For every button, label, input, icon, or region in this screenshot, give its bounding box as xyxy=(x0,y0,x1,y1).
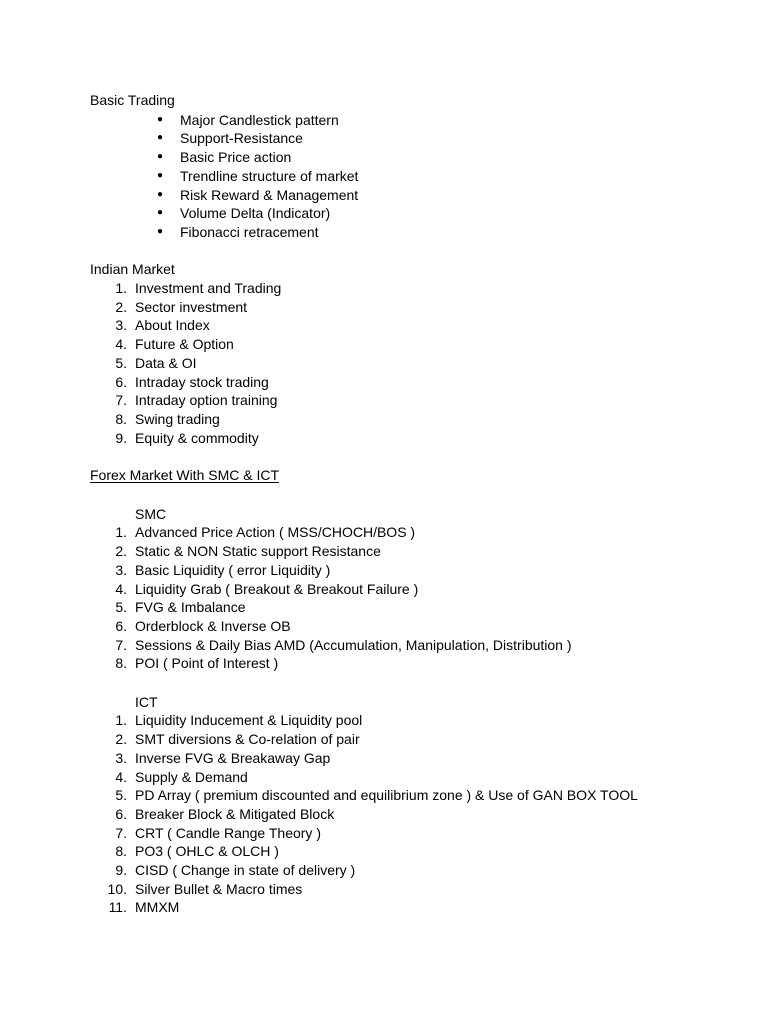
list-item xyxy=(0,111,768,130)
list-item-text: Intraday stock trading xyxy=(135,373,269,390)
list-item-text: Basic Price action xyxy=(180,149,292,166)
list-item-text: Swing trading xyxy=(135,410,220,427)
list-item-text: Inverse FVG & Breakaway Gap xyxy=(135,749,331,766)
list-item-text: Data & OI xyxy=(135,354,197,371)
list-item-text: PD Array ( premium discounted and equilibrium zone ) & Use of GAN BOX TOOL xyxy=(135,787,638,804)
list-item-text: Volume Delta (Indicator) xyxy=(180,205,331,222)
list-item xyxy=(0,429,768,448)
list-number: 6. xyxy=(115,373,127,390)
list-item xyxy=(0,711,768,730)
list-item-text: Trendline structure of market xyxy=(180,167,359,184)
subsection-heading: SMC xyxy=(135,505,167,522)
list-item xyxy=(0,654,768,673)
bullet-icon: ● xyxy=(157,207,164,219)
section-basic-trading-heading-row xyxy=(0,91,768,110)
list-item xyxy=(0,542,768,561)
list-item xyxy=(0,842,768,861)
list-number: 6. xyxy=(115,617,127,634)
list-item-text: Advanced Price Action ( MSS/CHOCH/BOS ) xyxy=(135,524,416,541)
list-item xyxy=(0,561,768,580)
list-item xyxy=(0,523,768,542)
list-number: 9. xyxy=(115,862,127,878)
list-number: 5. xyxy=(115,787,127,804)
list-number: 8. xyxy=(115,410,127,427)
bullet-icon: ● xyxy=(157,169,164,181)
list-number: 7. xyxy=(115,392,127,409)
list-number: 2. xyxy=(115,731,127,748)
list-number: 7. xyxy=(115,636,127,653)
list-item xyxy=(0,617,768,636)
list-item-text: CRT ( Candle Range Theory ) xyxy=(135,824,321,841)
list-item xyxy=(0,335,768,354)
list-item-text: Sector investment xyxy=(135,298,248,315)
list-item xyxy=(0,148,768,167)
list-item xyxy=(0,898,768,917)
list-item-text: Liquidity Grab ( Breakout & Breakout Failure ) xyxy=(135,580,419,597)
list-item-text: Future & Option xyxy=(135,336,234,353)
list-item xyxy=(0,824,768,843)
list-item-text: Equity & commodity xyxy=(135,429,259,446)
list-number: 4. xyxy=(115,768,127,785)
list-item xyxy=(0,861,768,880)
list-item-text: Basic Liquidity ( error Liquidity ) xyxy=(135,561,331,578)
list-item xyxy=(0,129,768,148)
list-item-text: MMXM xyxy=(135,899,180,916)
list-item-text: Major Candlestick pattern xyxy=(180,111,339,128)
list-number: 9. xyxy=(115,429,127,446)
list-item-text: POI ( Point of Interest ) xyxy=(135,655,279,672)
list-item-text: Investment and Trading xyxy=(135,280,282,296)
list-number: 2. xyxy=(115,298,127,315)
list-item-text: Static & NON Static support Resistance xyxy=(135,543,381,560)
list-item xyxy=(0,580,768,599)
section-indian-market-heading-row xyxy=(0,260,768,279)
list-item xyxy=(0,730,768,749)
list-number: 10. xyxy=(107,880,127,897)
list-number: 4. xyxy=(115,336,127,353)
subsection-heading: ICT xyxy=(135,693,158,710)
bullet-icon: ● xyxy=(157,113,164,125)
list-number: 8. xyxy=(115,655,127,672)
list-number: 2. xyxy=(115,543,127,560)
bullet-icon: ● xyxy=(157,188,164,200)
list-item xyxy=(0,410,768,429)
list-item xyxy=(0,786,768,805)
list-number: 4. xyxy=(115,580,127,597)
list-item-text: Risk Reward & Management xyxy=(180,186,359,203)
list-item xyxy=(0,186,768,205)
list-item-text: About Index xyxy=(135,317,210,334)
list-item xyxy=(0,636,768,655)
list-number: 3. xyxy=(115,317,127,334)
list-item xyxy=(0,880,768,899)
list-item-text: Supply & Demand xyxy=(135,768,248,785)
list-number: 1. xyxy=(115,712,127,729)
list-item xyxy=(0,279,768,298)
list-item-text: PO3 ( OHLC & OLCH ) xyxy=(135,843,279,860)
list-item-text: FVG & Imbalance xyxy=(135,599,246,616)
list-item xyxy=(0,354,768,373)
list-number: 11. xyxy=(108,899,127,916)
section-heading: Forex Market With SMC & ICT xyxy=(90,467,280,483)
list-item xyxy=(0,805,768,824)
list-item xyxy=(0,298,768,317)
bullet-icon: ● xyxy=(157,132,164,144)
bullet-icon: ● xyxy=(157,151,164,163)
list-item xyxy=(0,391,768,410)
subsection-smc-heading-row xyxy=(0,505,768,524)
list-item-text: SMT diversions & Co-relation of pair xyxy=(135,731,360,748)
list-item-text: CISD ( Change in state of delivery ) xyxy=(135,862,356,878)
list-number: 5. xyxy=(115,354,127,371)
bullet-icon: ● xyxy=(157,225,164,237)
list-item xyxy=(0,204,768,223)
list-number: 1. xyxy=(115,280,127,296)
list-number: 6. xyxy=(115,805,127,822)
list-item xyxy=(0,167,768,186)
list-number: 3. xyxy=(115,561,127,578)
section-heading: Indian Market xyxy=(90,261,175,278)
list-number: 5. xyxy=(115,599,127,616)
list-item-text: Orderblock & Inverse OB xyxy=(135,617,291,634)
subsection-ict-heading-row xyxy=(0,693,768,712)
list-item-text: Fibonacci retracement xyxy=(180,223,319,240)
list-number: 1. xyxy=(115,524,127,541)
list-item xyxy=(0,749,768,768)
list-item-text: Support-Resistance xyxy=(180,130,303,147)
list-item-text: Breaker Block & Mitigated Block xyxy=(135,805,335,822)
list-item-text: Intraday option training xyxy=(135,392,278,409)
list-number: 7. xyxy=(115,824,127,841)
list-item xyxy=(0,598,768,617)
list-item-text: Liquidity Inducement & Liquidity pool xyxy=(135,712,363,729)
list-item xyxy=(0,768,768,787)
list-number: 8. xyxy=(115,843,127,860)
list-item xyxy=(0,223,768,242)
list-item xyxy=(0,373,768,392)
section-heading: Basic Trading xyxy=(90,92,175,108)
list-item-text: Silver Bullet & Macro times xyxy=(135,880,303,897)
section-forex-heading-row xyxy=(0,466,768,485)
list-number: 3. xyxy=(115,749,127,766)
list-item-text: Sessions & Daily Bias AMD (Accumulation, Manipulation, Distribution ) xyxy=(135,636,572,653)
list-item xyxy=(0,316,768,335)
